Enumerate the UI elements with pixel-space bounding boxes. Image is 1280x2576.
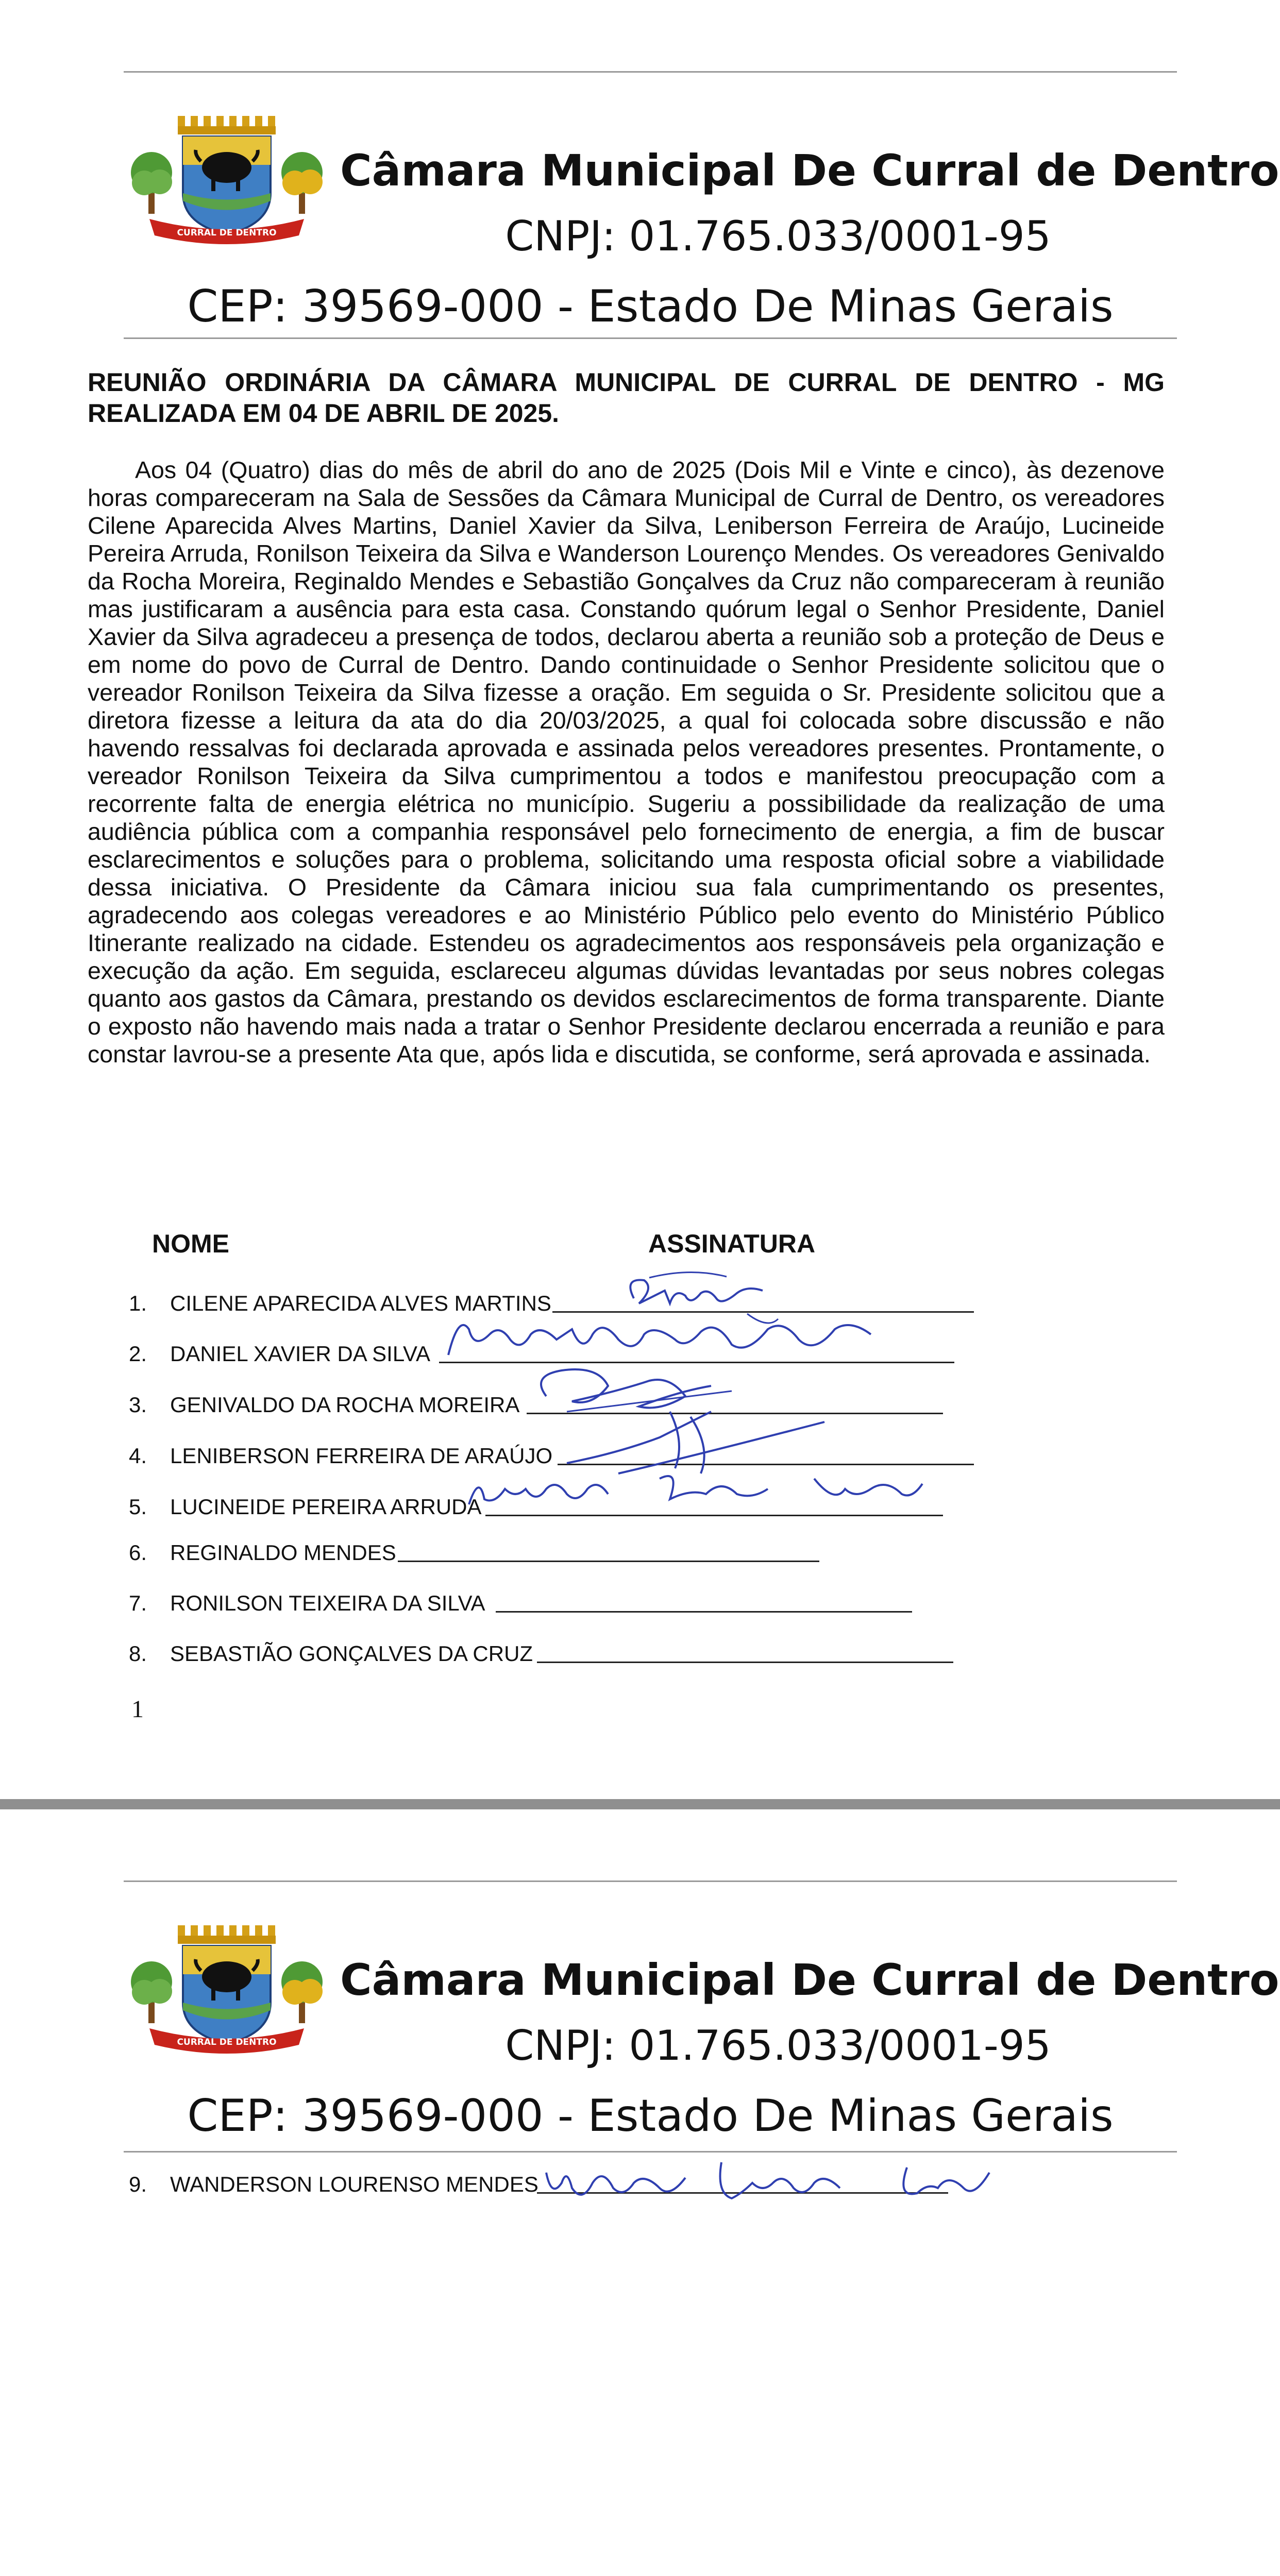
page-2 bbox=[0, 1809, 1280, 2576]
signature-line bbox=[496, 1611, 912, 1613]
row-number: 9. bbox=[129, 2172, 147, 2196]
column-header-signature: ASSINATURA bbox=[648, 1229, 816, 1258]
row-number: 5. bbox=[129, 1495, 147, 1519]
cep-line: CEP: 39569-000 - Estado De Minas Gerais bbox=[187, 281, 1114, 332]
councillor-name: REGINALDO MENDES bbox=[170, 1540, 396, 1565]
signature-row-ronilson bbox=[129, 1588, 485, 1619]
signature-scribble-wanderson bbox=[536, 2152, 1010, 2219]
institution-name: Câmara Municipal De Curral de Dentro bbox=[340, 1955, 1279, 2005]
row-number: 1. bbox=[129, 1291, 147, 1315]
minutes-title: REUNIÃO ORDINÁRIA DA CÂMARA MUNICIPAL DE CURRAL DE DENTRO - MG REALIZADA EM 04 DE ABRIL DE 2025. bbox=[88, 368, 1165, 428]
minutes-body: Aos 04 (Quatro) dias do mês de abril do ano de 2025 (Dois Mil e Vinte e cinco), às dezenove horas compareceram na Sala de Sessões da Câmara Municipal de Curral de Dentro, os vereadores Cilene Aparecida Alves Martins, Daniel Xavier da Silva, Leniberson Ferreira de Araújo, Lucineide Pereira Arruda, Ronilson Teixeira da Silva e Wanderson Lourenço Mendes. Os vereadores Genivaldo da Rocha Moreira, Reginaldo Mendes e Sebastião Gonçalves da Cruz não compareceram à reunião mas justificaram a ausência para esta casa. Constando quórum legal o Senhor Presidente, Daniel Xavier da Silva agradeceu a presença de todos, declarou aberta a reunião sob a proteção de Deus e em nome do povo de Curral de Dentro. Dando continuidade o Senhor Presidente solicitou que o vereador Ronilson Teixeira da Silva fizesse a oração. Em seguida o Sr. Presidente solicitou que a diretora fizesse a leitura da ata do dia 20/03/2025, a qual foi colocada sobre discussão e não havendo ressalvas foi declarada aprovada e assinada pelos vereadores presentes. Prontamente, o vereador Ronilson Teixeira da Silva cumprimentou a todos e manifestou preocupação com a recorrente falta de energia elétrica no município. Sugeriu a possibilidade da realização de uma audiência pública com a companhia responsável pelo fornecimento de energia, a fim de buscar esclarecimentos e soluções para o problema, solicitando uma resposta oficial sobre a viabilidade dessa iniciativa. O Presidente da Câmara iniciou sua fala cumprimentando os presentes, agradecendo aos colegas vereadores e ao Ministério Público pelo evento do Ministério Público Itinerante realizado na cidade. Estendeu os agradecimentos aos responsáveis pela organização e execução da ação. Em seguida, esclareceu algumas dúvidas levantadas por seus nobres colegas quanto aos gastos da Câmara, prestando os devidos esclarecimentos de forma transparente. Diante o exposto não havendo mais nada a tratar o Senhor Presidente declarou encerrada a reunião e para constar lavrou-se a presente Ata que, após lida e discutida, se conforme, será aprovada e assinada. bbox=[88, 456, 1165, 1067]
councillor-name: SEBASTIÃO GONÇALVES DA CRUZ bbox=[170, 1641, 533, 1666]
institution-name: Câmara Municipal De Curral de Dentro bbox=[340, 145, 1279, 196]
councillor-name: RONILSON TEIXEIRA DA SILVA bbox=[170, 1591, 485, 1615]
signature-row-wanderson bbox=[129, 2169, 538, 2200]
cnpj-line: CNPJ: 01.765.033/0001-95 bbox=[505, 212, 1051, 260]
signature-line bbox=[398, 1561, 819, 1562]
header-top-rule bbox=[124, 71, 1177, 73]
header-top-rule bbox=[124, 1880, 1177, 1882]
cep-line: CEP: 39569-000 - Estado De Minas Gerais bbox=[187, 2090, 1114, 2142]
signature-scribble-lucineide bbox=[464, 1458, 928, 1520]
row-number: 3. bbox=[129, 1393, 147, 1417]
row-number: 8. bbox=[129, 1641, 147, 1666]
signature-line bbox=[537, 1662, 953, 1663]
column-header-name: NOME bbox=[152, 1229, 229, 1258]
councillor-name: LUCINEIDE PEREIRA ARRUDA bbox=[170, 1495, 482, 1519]
councillor-name: LENIBERSON FERREIRA DE ARAÚJO bbox=[170, 1444, 553, 1468]
municipal-crest-logo bbox=[129, 1925, 325, 2059]
signature-row-sebastiao bbox=[129, 1638, 533, 1669]
crest-banner-text: CURRAL DE DENTRO bbox=[177, 2037, 277, 2047]
councillor-name: DANIEL XAVIER DA SILVA bbox=[170, 1342, 430, 1366]
row-number: 7. bbox=[129, 1591, 147, 1615]
signature-row-daniel bbox=[129, 1338, 430, 1369]
header-bottom-rule bbox=[124, 337, 1177, 339]
councillor-name: GENIVALDO DA ROCHA MOREIRA bbox=[170, 1393, 520, 1417]
signature-row-lucineide bbox=[129, 1492, 482, 1522]
signature-row-genivaldo bbox=[129, 1389, 519, 1420]
councillor-name: CILENE APARECIDA ALVES MARTINS bbox=[170, 1291, 551, 1315]
signature-row-reginaldo bbox=[129, 1537, 396, 1568]
municipal-crest-logo bbox=[129, 116, 325, 250]
cnpj-line: CNPJ: 01.765.033/0001-95 bbox=[505, 2022, 1051, 2070]
councillor-name: WANDERSON LOURENSO MENDES bbox=[170, 2172, 538, 2196]
row-number: 4. bbox=[129, 1444, 147, 1468]
crest-banner-text: CURRAL DE DENTRO bbox=[177, 228, 277, 238]
row-number: 6. bbox=[129, 1540, 147, 1565]
row-number: 2. bbox=[129, 1342, 147, 1366]
page-number: 1 bbox=[131, 1696, 144, 1723]
